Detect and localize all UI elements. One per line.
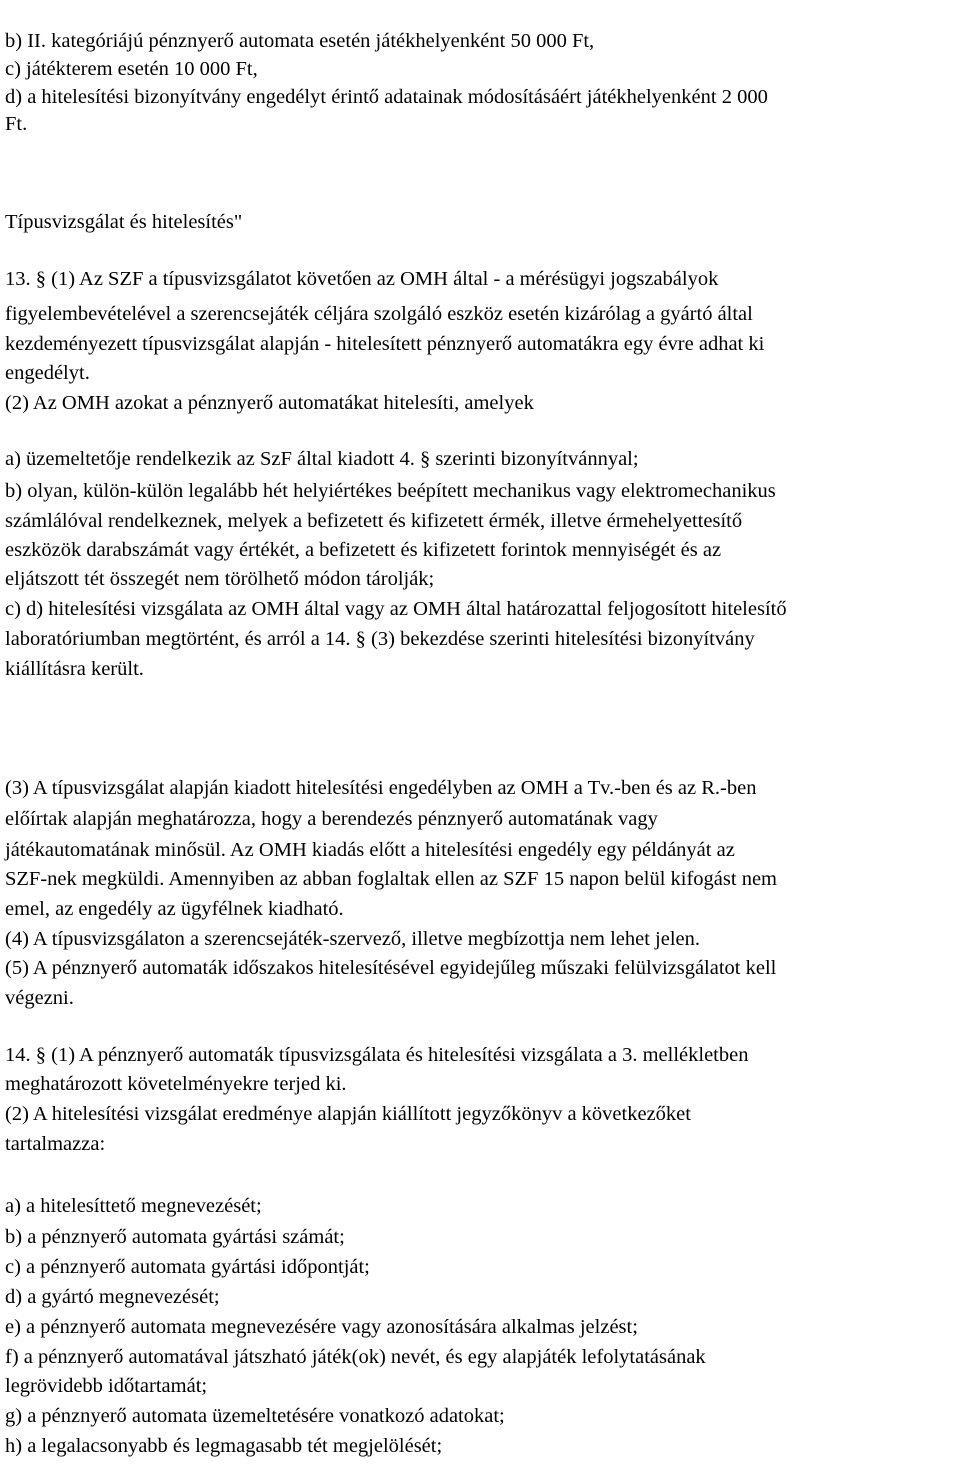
text-line: előírtak alapján meghatározza, hogy a berendezés pénznyerő automatának vagy (5, 808, 658, 830)
text-line: SZF-nek megküldi. Amennyiben az abban foglaltak ellen az SZF 15 napon belül kifogást nem (5, 868, 777, 890)
text-line: 13. § (1) Az SZF a típusvizsgálatot követően az OMH által - a mérésügyi jogszabályok (5, 268, 719, 290)
list-item: d) a gyártó megnevezését; (5, 1286, 220, 1308)
text-line: figyelembevételével a szerencsejáték céljára szolgáló eszköz esetén kizárólag a gyártó által (5, 303, 753, 325)
list-item: legrövidebb időtartamát; (5, 1375, 208, 1397)
text-line: számlálóval rendelkeznek, melyek a befizetett és kifizetett érmék, illetve érmehelyettesítő (5, 510, 743, 532)
list-item: b) a pénznyerő automata gyártási számát; (5, 1226, 345, 1248)
text-line: meghatározott követelményekre terjed ki. (5, 1073, 347, 1095)
section-heading: Típusvizsgálat és hitelesítés" (5, 211, 243, 233)
text-line: (2) A hitelesítési vizsgálat eredménye alapján kiállított jegyzőkönyv a következőket (5, 1103, 691, 1125)
text-line: eszközök darabszámát vagy értékét, a befizetett és kifizetett forintok mennyiségét és az (5, 539, 722, 561)
text-line: tartalmazza: (5, 1133, 106, 1155)
text-line: b) olyan, külön-külön legalább hét helyiértékes beépített mechanikus vagy elektromechanikus (5, 480, 776, 502)
list-item: g) a pénznyerő automata üzemeltetésére vonatkozó adatokat; (5, 1405, 505, 1427)
text-line: (2) Az OMH azokat a pénznyerő automatákat hitelesíti, amelyek (5, 392, 534, 414)
text-line: (5) A pénznyerő automaták időszakos hitelesítésével egyidejűleg műszaki felülvizsgálatot kell (5, 957, 777, 979)
text-line: kiállításra került. (5, 658, 144, 680)
text-line: Ft. (5, 113, 28, 135)
text-line: a) üzemeltetője rendelkezik az SzF által kiadott 4. § szerinti bizonyítvánnyal; (5, 448, 639, 470)
text-line: engedélyt. (5, 362, 90, 384)
text-line: d) a hitelesítési bizonyítvány engedélyt érintő adatainak módosításáért játékhelyenként 2 000 (5, 86, 768, 108)
list-item: f) a pénznyerő automatával játszható játék(ok) nevét, és egy alapjáték lefolytatásának (5, 1346, 706, 1368)
text-line: játékautomatának minősül. Az OMH kiadás előtt a hitelesítési engedély egy példányát az (5, 839, 735, 861)
text-line: eljátszott tét összegét nem törölhető módon tárolják; (5, 568, 435, 590)
text-line: (3) A típusvizsgálat alapján kiadott hitelesítési engedélyben az OMH a Tv.-ben és az R.-ben (5, 777, 757, 799)
text-line: kezdeményezett típusvizsgálat alapján - hitelesített pénznyerő automatákra egy évre adhat ki (5, 333, 765, 355)
text-line: laboratóriumban megtörtént, és arról a 14. § (3) bekezdése szerinti hitelesítési bizonyítvány (5, 628, 755, 650)
text-line: c) d) hitelesítési vizsgálata az OMH által vagy az OMH által határozattal feljogosított hitelesítő (5, 598, 787, 620)
text-line: c) játékterem esetén 10 000 Ft, (5, 58, 258, 80)
list-item: e) a pénznyerő automata megnevezésére vagy azonosítására alkalmas jelzést; (5, 1316, 638, 1338)
list-item: c) a pénznyerő automata gyártási időpontját; (5, 1256, 370, 1278)
text-line: emel, az engedély az ügyfélnek kiadható. (5, 898, 344, 920)
list-item: a) a hitelesíttető megnevezését; (5, 1195, 262, 1217)
text-line: (4) A típusvizsgálaton a szerencsejáték-szervező, illetve megbízottja nem lehet jelen. (5, 928, 701, 950)
text-line: b) II. kategóriájú pénznyerő automata esetén játékhelyenként 50 000 Ft, (5, 30, 595, 52)
text-line: végezni. (5, 987, 74, 1009)
text-line: 14. § (1) A pénznyerő automaták típusvizsgálata és hitelesítési vizsgálata a 3. mellékletben (5, 1044, 749, 1066)
list-item: h) a legalacsonyabb és legmagasabb tét megjelölését; (5, 1435, 443, 1457)
